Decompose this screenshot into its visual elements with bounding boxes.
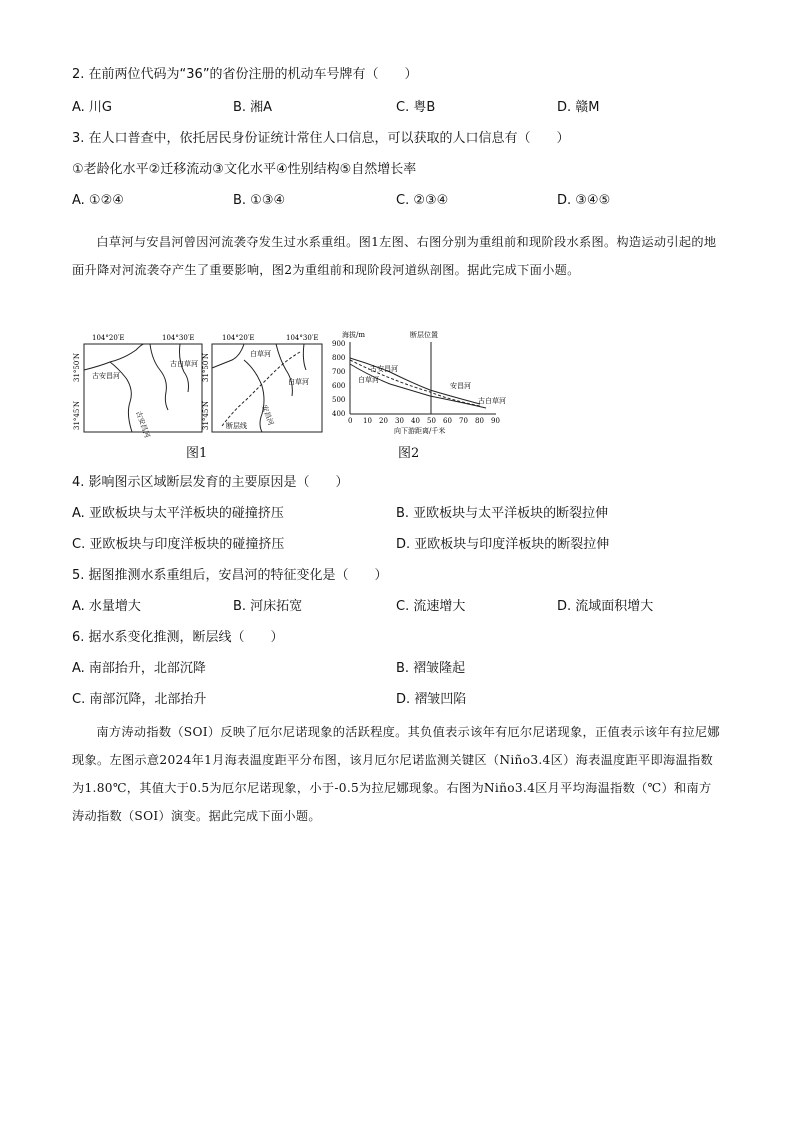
fig2-ytick-900: 900 <box>332 340 346 348</box>
right-lat1: 31°50′N <box>202 352 210 382</box>
q5-stem: 5. 据图推测水系重组后，安昌河的特征变化是（ ） <box>72 568 388 583</box>
right-lat2: 31°45′N <box>202 400 210 430</box>
figure1-right-map <box>200 330 326 440</box>
fig2-xtick-50: 50 <box>427 417 436 425</box>
q6-option-b[interactable]: B. 褶皱隆起 <box>396 661 466 676</box>
q3-option-c[interactable]: C. ②③④ <box>396 193 449 208</box>
left-lat2: 31°45′N <box>73 400 81 430</box>
q3-option-b[interactable]: B. ①③④ <box>233 193 286 208</box>
fig2-xtick-90: 90 <box>491 417 500 425</box>
q5-option-c[interactable]: C. 流速增大 <box>396 599 466 614</box>
right-river-label-2: 白草河 <box>288 378 309 386</box>
q4-stem: 4. 影响图示区域断层发育的主要原因是（ ） <box>72 475 349 490</box>
q4-option-d[interactable]: D. 亚欧板块与印度洋板块的断裂拉伸 <box>396 537 610 552</box>
q6-option-c[interactable]: C. 南部沉降，北部抬升 <box>72 692 207 707</box>
q4-option-a[interactable]: A. 亚欧板块与太平洋板块的碰撞挤压 <box>72 506 284 521</box>
fig2-xtick-20: 20 <box>379 417 388 425</box>
right-lon2: 104°30′E <box>286 334 319 342</box>
fault-line-label: 断层线 <box>226 422 247 430</box>
fig2-xtick-0: 0 <box>348 417 353 425</box>
fig2-ytick-400: 400 <box>332 410 346 418</box>
passage-soi: 南方涛动指数（SOI）反映了厄尔尼诺现象的活跃程度。其负值表示该年有厄尔尼诺现象，正值表示该年有拉尼娜现象。左图示意2024年1月海表温度距平分布图，该月厄尔尼诺监测关键区（Niño3.4区）海表温度距平即海温指数为1.80℃，其值大于0.5为厄尔尼诺现象，小于-0.5为拉尼娜现象。右图为Niño3.4区月平均海温指数（℃）和南方涛动指数（SOI）演变。据此完成下面小题。 <box>72 725 720 823</box>
fig2-xtick-30: 30 <box>395 417 404 425</box>
q6-stem: 6. 据水系变化推测，断层线（ ） <box>72 630 284 645</box>
fig2-ytick-600: 600 <box>332 382 346 390</box>
q5-option-b[interactable]: B. 河床拓宽 <box>233 599 303 614</box>
fig2-label-anchang: 安昌河 <box>450 382 471 390</box>
fig2-label-old-anchang: 古安昌河 <box>370 365 398 373</box>
fig2-ytick-700: 700 <box>332 368 346 376</box>
fig2-xtick-60: 60 <box>443 417 452 425</box>
q3-option-d[interactable]: D. ③④⑤ <box>557 193 611 208</box>
fig2-fault-label: 断层位置 <box>410 331 438 339</box>
left-lon1: 104°20′E <box>92 334 125 342</box>
fig2-xlabel: 向下游距离/千米 <box>394 427 446 435</box>
right-river-label-3: 安昌河 <box>260 403 275 427</box>
q3-items: ①老龄化水平②迁移流动③文化水平④性别结构⑤自然增长率 <box>72 162 417 177</box>
fig2-xtick-10: 10 <box>363 417 372 425</box>
left-river-label-1: 古安昌河 <box>92 372 120 380</box>
figure2-caption: 图2 <box>398 446 420 461</box>
fig2-xtick-40: 40 <box>411 417 420 425</box>
figure1-caption: 图1 <box>186 446 208 461</box>
fig2-label-old-baicao: 古白草河 <box>478 397 506 405</box>
left-lat1: 31°50′N <box>73 352 81 382</box>
right-lon1: 104°20′E <box>222 334 255 342</box>
q5-option-a[interactable]: A. 水量增大 <box>72 599 141 614</box>
fig2-xtick-70: 70 <box>459 417 468 425</box>
fig2-xtick-80: 80 <box>475 417 484 425</box>
left-river-label-2: 古白草河 <box>170 360 198 368</box>
right-river-label-1: 白草河 <box>250 350 271 358</box>
q3-option-a[interactable]: A. ①②④ <box>72 193 124 208</box>
fig2-label-baicao: 白草河 <box>358 376 379 384</box>
q2-option-d[interactable]: D. 赣M <box>557 100 600 115</box>
q4-option-c[interactable]: C. 亚欧板块与印度洋板块的碰撞挤压 <box>72 537 285 552</box>
q3-stem: 3. 在人口普查中，依托居民身份证统计常住人口信息，可以获取的人口信息有（ ） <box>72 131 570 146</box>
q4-option-b[interactable]: B. 亚欧板块与太平洋板块的断裂拉伸 <box>396 506 609 521</box>
q2-option-a[interactable]: A. 川G <box>72 100 113 115</box>
left-lon2: 104°30′E <box>162 334 195 342</box>
fig2-ytick-500: 500 <box>332 396 346 404</box>
q5-option-d[interactable]: D. 流域面积增大 <box>557 599 654 614</box>
figure1-left-map <box>70 330 206 440</box>
figure2-profile <box>330 328 510 438</box>
passage-river-capture: 白草河与安昌河曾因河流袭夺发生过水系重组。图1左图、右图分别为重组前和现阶段水系图。构造运动引起的地面升降对河流袭夺产生了重要影响，图2为重组前和现阶段河道纵剖图。据此完成下面小题。 <box>72 235 717 277</box>
q6-option-a[interactable]: A. 南部抬升，北部沉降 <box>72 661 206 676</box>
q6-option-d[interactable]: D. 褶皱凹陷 <box>396 692 467 707</box>
left-river-label-3: 古安昌河 <box>134 409 152 439</box>
q2-option-b[interactable]: B. 湘A <box>233 100 273 115</box>
q2-option-c[interactable]: C. 粤B <box>396 100 436 115</box>
q2-stem: 2. 在前两位代码为“36”的省份注册的机动车号牌有（ ） <box>72 67 418 82</box>
fig2-ytick-800: 800 <box>332 354 346 362</box>
fig2-ylabel: 海拔/m <box>342 331 365 339</box>
